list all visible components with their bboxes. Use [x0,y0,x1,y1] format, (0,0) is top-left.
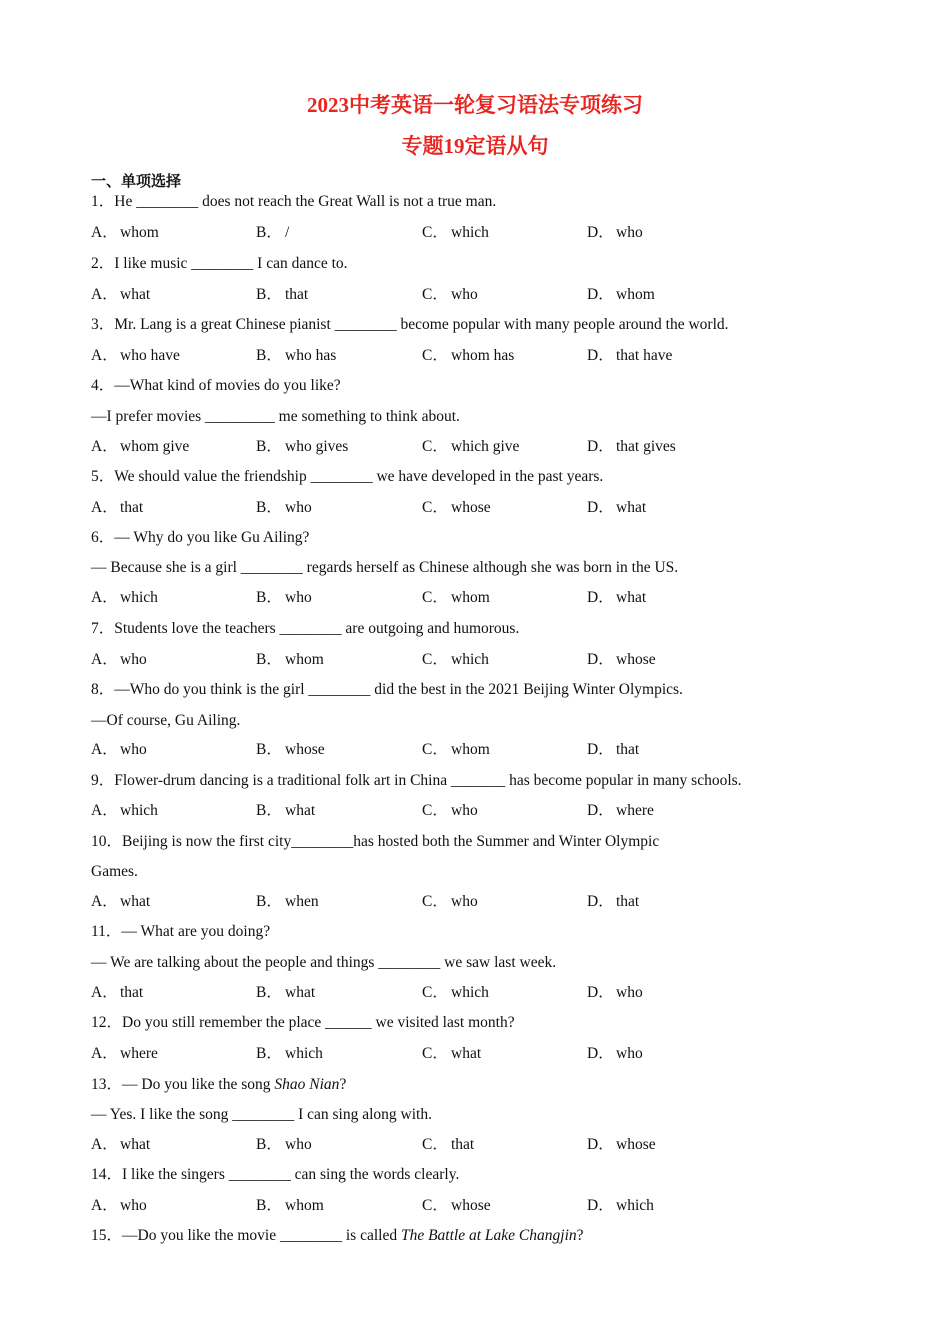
option-text: what [120,286,151,303]
option-a[interactable] [91,285,150,305]
option-letter: A． [91,286,118,303]
question-15-line [91,1226,584,1246]
option-text: who have [120,347,180,364]
option-text: who [120,651,147,668]
option-letter: A． [91,589,118,606]
option-letter: D． [587,224,614,241]
option-text: which give [451,438,520,455]
option-letter: B． [256,802,282,819]
option-text: who [616,1045,643,1062]
option-text: what [285,984,316,1001]
option-text: that [616,741,640,758]
option-text: when [285,893,319,910]
option-text: what [616,589,647,606]
option-letter: C． [422,499,448,516]
page-subtitle: 专题19定语从句 [401,134,549,158]
option-d[interactable] [587,437,676,457]
section-heading: 一、单项选择 [91,174,182,190]
option-letter: D． [587,286,614,303]
option-letter: B． [256,1197,282,1214]
italic-title: Shao Nian [274,1076,340,1093]
option-letter: C． [422,224,448,241]
option-b[interactable] [256,1044,323,1064]
option-c[interactable] [422,588,490,608]
option-d[interactable] [587,346,672,366]
option-c[interactable] [422,498,491,518]
option-text: who [616,224,643,241]
option-a[interactable] [91,892,150,912]
option-letter: B． [256,651,282,668]
option-text: what [616,499,647,516]
option-text: who [285,499,312,516]
option-text: that [616,893,640,910]
option-text: what [285,802,316,819]
italic-title: The Battle at Lake Changjin [400,1227,577,1244]
question-5-line: 5．We should value the friendship ________ we have developed in the past years. [91,468,604,485]
option-a[interactable] [91,1044,158,1064]
option-c[interactable] [422,983,489,1003]
option-text: who [451,802,478,819]
option-b[interactable] [256,892,319,912]
question-13-line [91,1075,346,1095]
option-text: whose [616,651,656,668]
option-text: which [451,224,489,241]
question-3-line: 3．Mr. Lang is a great Chinese pianist ________ become popular with many people around the world. [91,316,729,333]
question-8-line: —Of course, Gu Ailing. [91,712,241,729]
option-c[interactable] [422,1044,481,1064]
option-text: which [285,1045,323,1062]
option-d[interactable] [587,223,643,243]
option-letter: B． [256,224,282,241]
option-letter: D． [587,438,614,455]
option-letter: C． [422,984,448,1001]
option-text: whose [616,1136,656,1153]
option-letter: C． [422,741,448,758]
option-letter: B． [256,347,282,364]
option-text: which [451,651,489,668]
option-text: that [120,984,144,1001]
question-11-line: — We are talking about the people and things ________ we saw last week. [91,954,557,971]
question-13-line: — Yes. I like the song ________ I can sing along with. [91,1106,432,1123]
question-9-line: 9．Flower-drum dancing is a traditional folk art in China _______ has become popular in many schools. [91,772,742,789]
option-text: who [451,286,478,303]
option-letter: D． [587,893,614,910]
option-text: which [120,589,158,606]
option-d[interactable] [587,650,656,670]
option-text: whom [616,286,655,303]
option-letter: A． [91,1197,118,1214]
option-letter: A． [91,1045,118,1062]
option-text: / [285,224,290,241]
option-text: who [120,741,147,758]
option-b[interactable] [256,801,315,821]
option-letter: D． [587,347,614,364]
option-letter: B． [256,1136,282,1153]
option-letter: D． [587,589,614,606]
question-8-line: 8．—Who do you think is the girl ________ did the best in the 2021 Beijing Winter Olympics. [91,681,683,698]
option-letter: C． [422,802,448,819]
option-b[interactable] [256,223,289,243]
option-letter: C． [422,651,448,668]
option-d[interactable] [587,801,654,821]
option-letter: A． [91,651,118,668]
option-text: whom has [451,347,515,364]
option-c[interactable] [422,801,478,821]
option-a[interactable] [91,983,143,1003]
option-letter: A． [91,438,118,455]
page-title: 2023中考英语一轮复习语法专项练习 [307,93,643,117]
option-b[interactable] [256,1135,312,1155]
option-letter: D． [587,984,614,1001]
option-letter: B． [256,893,282,910]
option-text: where [616,802,654,819]
option-b[interactable] [256,346,336,366]
option-text: who [616,984,643,1001]
option-text: who gives [285,438,349,455]
option-letter: B． [256,984,282,1001]
option-b[interactable] [256,983,315,1003]
option-letter: C． [422,1045,448,1062]
question-2-line: 2．I like music ________ I can dance to. [91,255,348,272]
option-d[interactable] [587,1044,643,1064]
option-c[interactable] [422,1135,474,1155]
option-letter: D． [587,651,614,668]
option-text: that [285,286,309,303]
option-d[interactable] [587,892,639,912]
option-a[interactable] [91,801,158,821]
option-d[interactable] [587,740,639,760]
option-d[interactable] [587,285,655,305]
option-text: whose [451,499,491,516]
option-b[interactable] [256,437,348,457]
question-text: 15．—Do you like the movie ________ is called [91,1227,401,1244]
option-letter: A． [91,499,118,516]
option-a[interactable] [91,588,158,608]
option-text: whose [451,1197,491,1214]
option-letter: B． [256,589,282,606]
question-4-line: —I prefer movies _________ me something to think about. [91,408,460,425]
option-letter: C． [422,347,448,364]
option-d[interactable] [587,983,643,1003]
option-text: whom [120,224,159,241]
option-c[interactable] [422,285,478,305]
option-text: whom [451,741,490,758]
option-c[interactable] [422,223,489,243]
option-c[interactable] [422,346,514,366]
option-a[interactable] [91,650,147,670]
option-d[interactable] [587,1196,654,1216]
option-text: who [285,589,312,606]
question-1-line: 1．He ________ does not reach the Great Wall is not a true man. [91,193,497,210]
option-text: which [616,1197,654,1214]
option-text: that gives [616,438,676,455]
option-letter: C． [422,1136,448,1153]
option-letter: C． [422,438,448,455]
question-11-line: 11．— What are you doing? [91,923,271,940]
option-d[interactable] [587,1135,656,1155]
question-text: ? [339,1076,347,1093]
option-text: whom [451,589,490,606]
option-c[interactable] [422,892,478,912]
option-letter: A． [91,802,118,819]
option-letter: A． [91,224,118,241]
option-text: which [451,984,489,1001]
option-text: where [120,1045,158,1062]
option-c[interactable] [422,437,519,457]
option-text: what [120,893,151,910]
option-text: which [120,802,158,819]
question-text: ? [576,1227,584,1244]
option-letter: D． [587,499,614,516]
option-letter: C． [422,589,448,606]
option-letter: A． [91,984,118,1001]
option-letter: D． [587,802,614,819]
option-letter: B． [256,286,282,303]
option-text: that [120,499,144,516]
question-10-line: 10．Beijing is now the first city________has hosted both the Summer and Winter Olympic [91,833,660,850]
option-text: who [285,1136,312,1153]
option-a[interactable] [91,1135,150,1155]
option-d[interactable] [587,498,646,518]
option-letter: A． [91,893,118,910]
option-letter: A． [91,1136,118,1153]
option-a[interactable] [91,1196,147,1216]
option-letter: A． [91,347,118,364]
question-text: 13．— Do you like the song [91,1076,275,1093]
option-letter: C． [422,893,448,910]
option-b[interactable] [256,740,325,760]
option-letter: B． [256,741,282,758]
option-letter: C． [422,286,448,303]
question-6-line: — Because she is a girl ________ regards herself as Chinese although she was born in the US. [91,559,679,576]
option-a[interactable] [91,223,159,243]
option-letter: B． [256,1045,282,1062]
option-text: whom [285,1197,324,1214]
option-text: whom give [120,438,190,455]
option-letter: D． [587,1045,614,1062]
option-text: whose [285,741,325,758]
question-6-line: 6．— Why do you like Gu Ailing? [91,529,310,546]
option-letter: A． [91,741,118,758]
option-letter: D． [587,1197,614,1214]
option-text: who [451,893,478,910]
option-letter: C． [422,1197,448,1214]
question-4-line: 4．—What kind of movies do you like? [91,377,341,394]
option-letter: B． [256,499,282,516]
option-text: whom [285,651,324,668]
option-text: who [120,1197,147,1214]
option-letter: B． [256,438,282,455]
question-12-line: 12．Do you still remember the place ______ we visited last month? [91,1014,515,1031]
option-text: that have [616,347,673,364]
option-text: who has [285,347,337,364]
option-a[interactable] [91,740,147,760]
option-a[interactable] [91,437,189,457]
option-text: what [120,1136,151,1153]
option-d[interactable] [587,588,646,608]
question-7-line: 7．Students love the teachers ________ are outgoing and humorous. [91,620,520,637]
option-b[interactable] [256,650,324,670]
option-c[interactable] [422,650,489,670]
question-14-line: 14．I like the singers ________ can sing the words clearly. [91,1166,460,1183]
option-a[interactable] [91,498,143,518]
option-b[interactable] [256,1196,324,1216]
option-b[interactable] [256,498,312,518]
option-text: what [451,1045,482,1062]
option-letter: D． [587,1136,614,1153]
option-a[interactable] [91,346,180,366]
question-10-line: Games. [91,863,138,880]
option-c[interactable] [422,1196,491,1216]
option-b[interactable] [256,285,308,305]
option-text: that [451,1136,475,1153]
option-letter: D． [587,741,614,758]
option-c[interactable] [422,740,490,760]
option-b[interactable] [256,588,312,608]
